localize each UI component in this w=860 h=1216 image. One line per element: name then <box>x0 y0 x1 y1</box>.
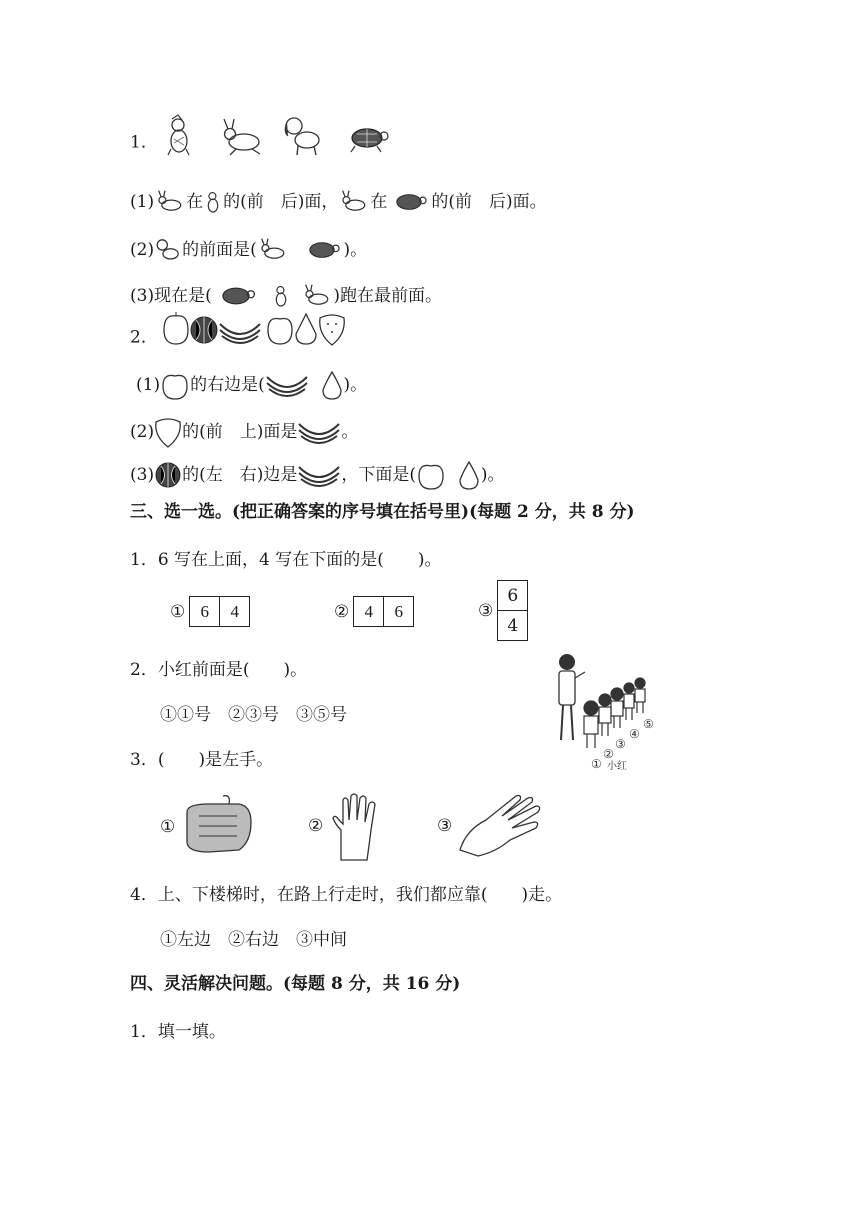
rabbit-icon <box>218 118 266 156</box>
queue-label-3: ③ <box>615 737 626 751</box>
digit-box-horizontal: 6 4 <box>189 596 250 627</box>
bird-icon <box>162 113 196 157</box>
section4-heading: 四、灵活解决问题。(每题 8 分，共 16 分) <box>130 974 461 994</box>
rabbit-icon <box>257 238 289 262</box>
q2-number: 2． <box>130 327 158 348</box>
banana-icon <box>297 418 341 446</box>
s3-q3-option2[interactable]: ② <box>308 790 387 862</box>
rabbit-icon <box>301 284 333 308</box>
banana-icon <box>220 324 260 343</box>
back-hand-icon <box>456 790 546 862</box>
turtle-icon <box>343 122 391 154</box>
rabbit-icon <box>154 190 186 214</box>
turtle-icon <box>300 237 344 263</box>
s3-q4-text: 4．上、下楼梯时，在路上行走时，我们都应靠( )走。 <box>130 885 563 905</box>
q1-animals-row <box>130 130 158 155</box>
s3-q4-options[interactable]: ①左边 ②右边 ③中间 <box>160 930 347 950</box>
pear-icon <box>296 314 316 344</box>
palm-hand-icon <box>327 790 387 862</box>
s3-q1-option1[interactable]: ① 6 4 <box>170 596 250 627</box>
teacher-figure <box>559 654 585 740</box>
s3-q1-text: 1．6 写在上面，4 写在下面的是( )。 <box>130 550 442 570</box>
watermelon-icon <box>154 461 182 489</box>
s3-q2-options[interactable]: ①①号 ②③号 ③⑤号 <box>160 705 347 725</box>
q2-part1: (1) 的右边是( )。 <box>136 370 367 400</box>
q2-part2: (2) 的(前 上)面是 。 <box>130 416 358 448</box>
q2-part3: (3) 的(左 右)边是 ，下面是( )。 <box>130 460 504 490</box>
s3-q3-text: 3．( )是左手。 <box>130 750 274 770</box>
strawberry-icon <box>320 315 345 345</box>
pear-icon <box>320 370 344 400</box>
queue-label-2: ② <box>603 747 614 761</box>
dog-icon <box>154 236 182 264</box>
apple-icon <box>160 370 190 400</box>
turtle-icon <box>212 282 260 310</box>
s4-q1-text: 1．填一填。 <box>130 1022 226 1042</box>
fruit-row <box>160 310 350 346</box>
s3-q1-option2[interactable]: ② 4 6 <box>334 596 414 627</box>
rabbit-icon <box>338 190 370 214</box>
banana-icon <box>265 371 309 399</box>
digit-box-vertical: 6 4 <box>497 580 528 641</box>
q1-number: 1． <box>130 132 158 153</box>
queue-label-xiaohong: 小红 <box>607 761 627 772</box>
bird-icon <box>203 188 223 216</box>
queue-label-4: ④ <box>629 727 640 741</box>
q1-part2: (2) 的前面是( )。 <box>130 236 367 264</box>
q1-part1: (1) 在 的(前 后)面， 在 的(前 后)面。 <box>130 188 547 216</box>
children-queue-illustration <box>545 650 665 772</box>
fist-hand-icon <box>179 792 259 862</box>
peach-icon <box>164 312 188 344</box>
s3-q3-option1[interactable]: ① <box>160 792 259 862</box>
s3-q2-text: 2．小红前面是( )。 <box>130 660 308 680</box>
s3-q1-option3[interactable]: ③ 6 4 <box>478 580 528 641</box>
queue-label-5: ⑤ <box>643 717 654 731</box>
pear-icon <box>457 460 481 490</box>
apple-icon <box>416 460 446 490</box>
q1-part3: (3)现在是( )跑在最前面。 <box>130 282 442 310</box>
watermelon-icon <box>191 317 217 343</box>
bird-icon <box>271 282 291 310</box>
apple-icon <box>268 318 292 344</box>
section3-heading: 三、选一选。(把正确答案的序号填在括号里)(每题 2 分，共 8 分) <box>130 502 635 522</box>
strawberry-icon <box>154 416 182 448</box>
digit-box-horizontal: 4 6 <box>353 596 414 627</box>
s3-q3-option3[interactable]: ③ <box>437 790 546 862</box>
banana-icon <box>297 461 341 489</box>
queue-label-1: ① <box>591 757 602 771</box>
q2-fruits-row <box>130 325 158 350</box>
dog-icon <box>282 112 324 156</box>
turtle-icon <box>387 189 431 215</box>
